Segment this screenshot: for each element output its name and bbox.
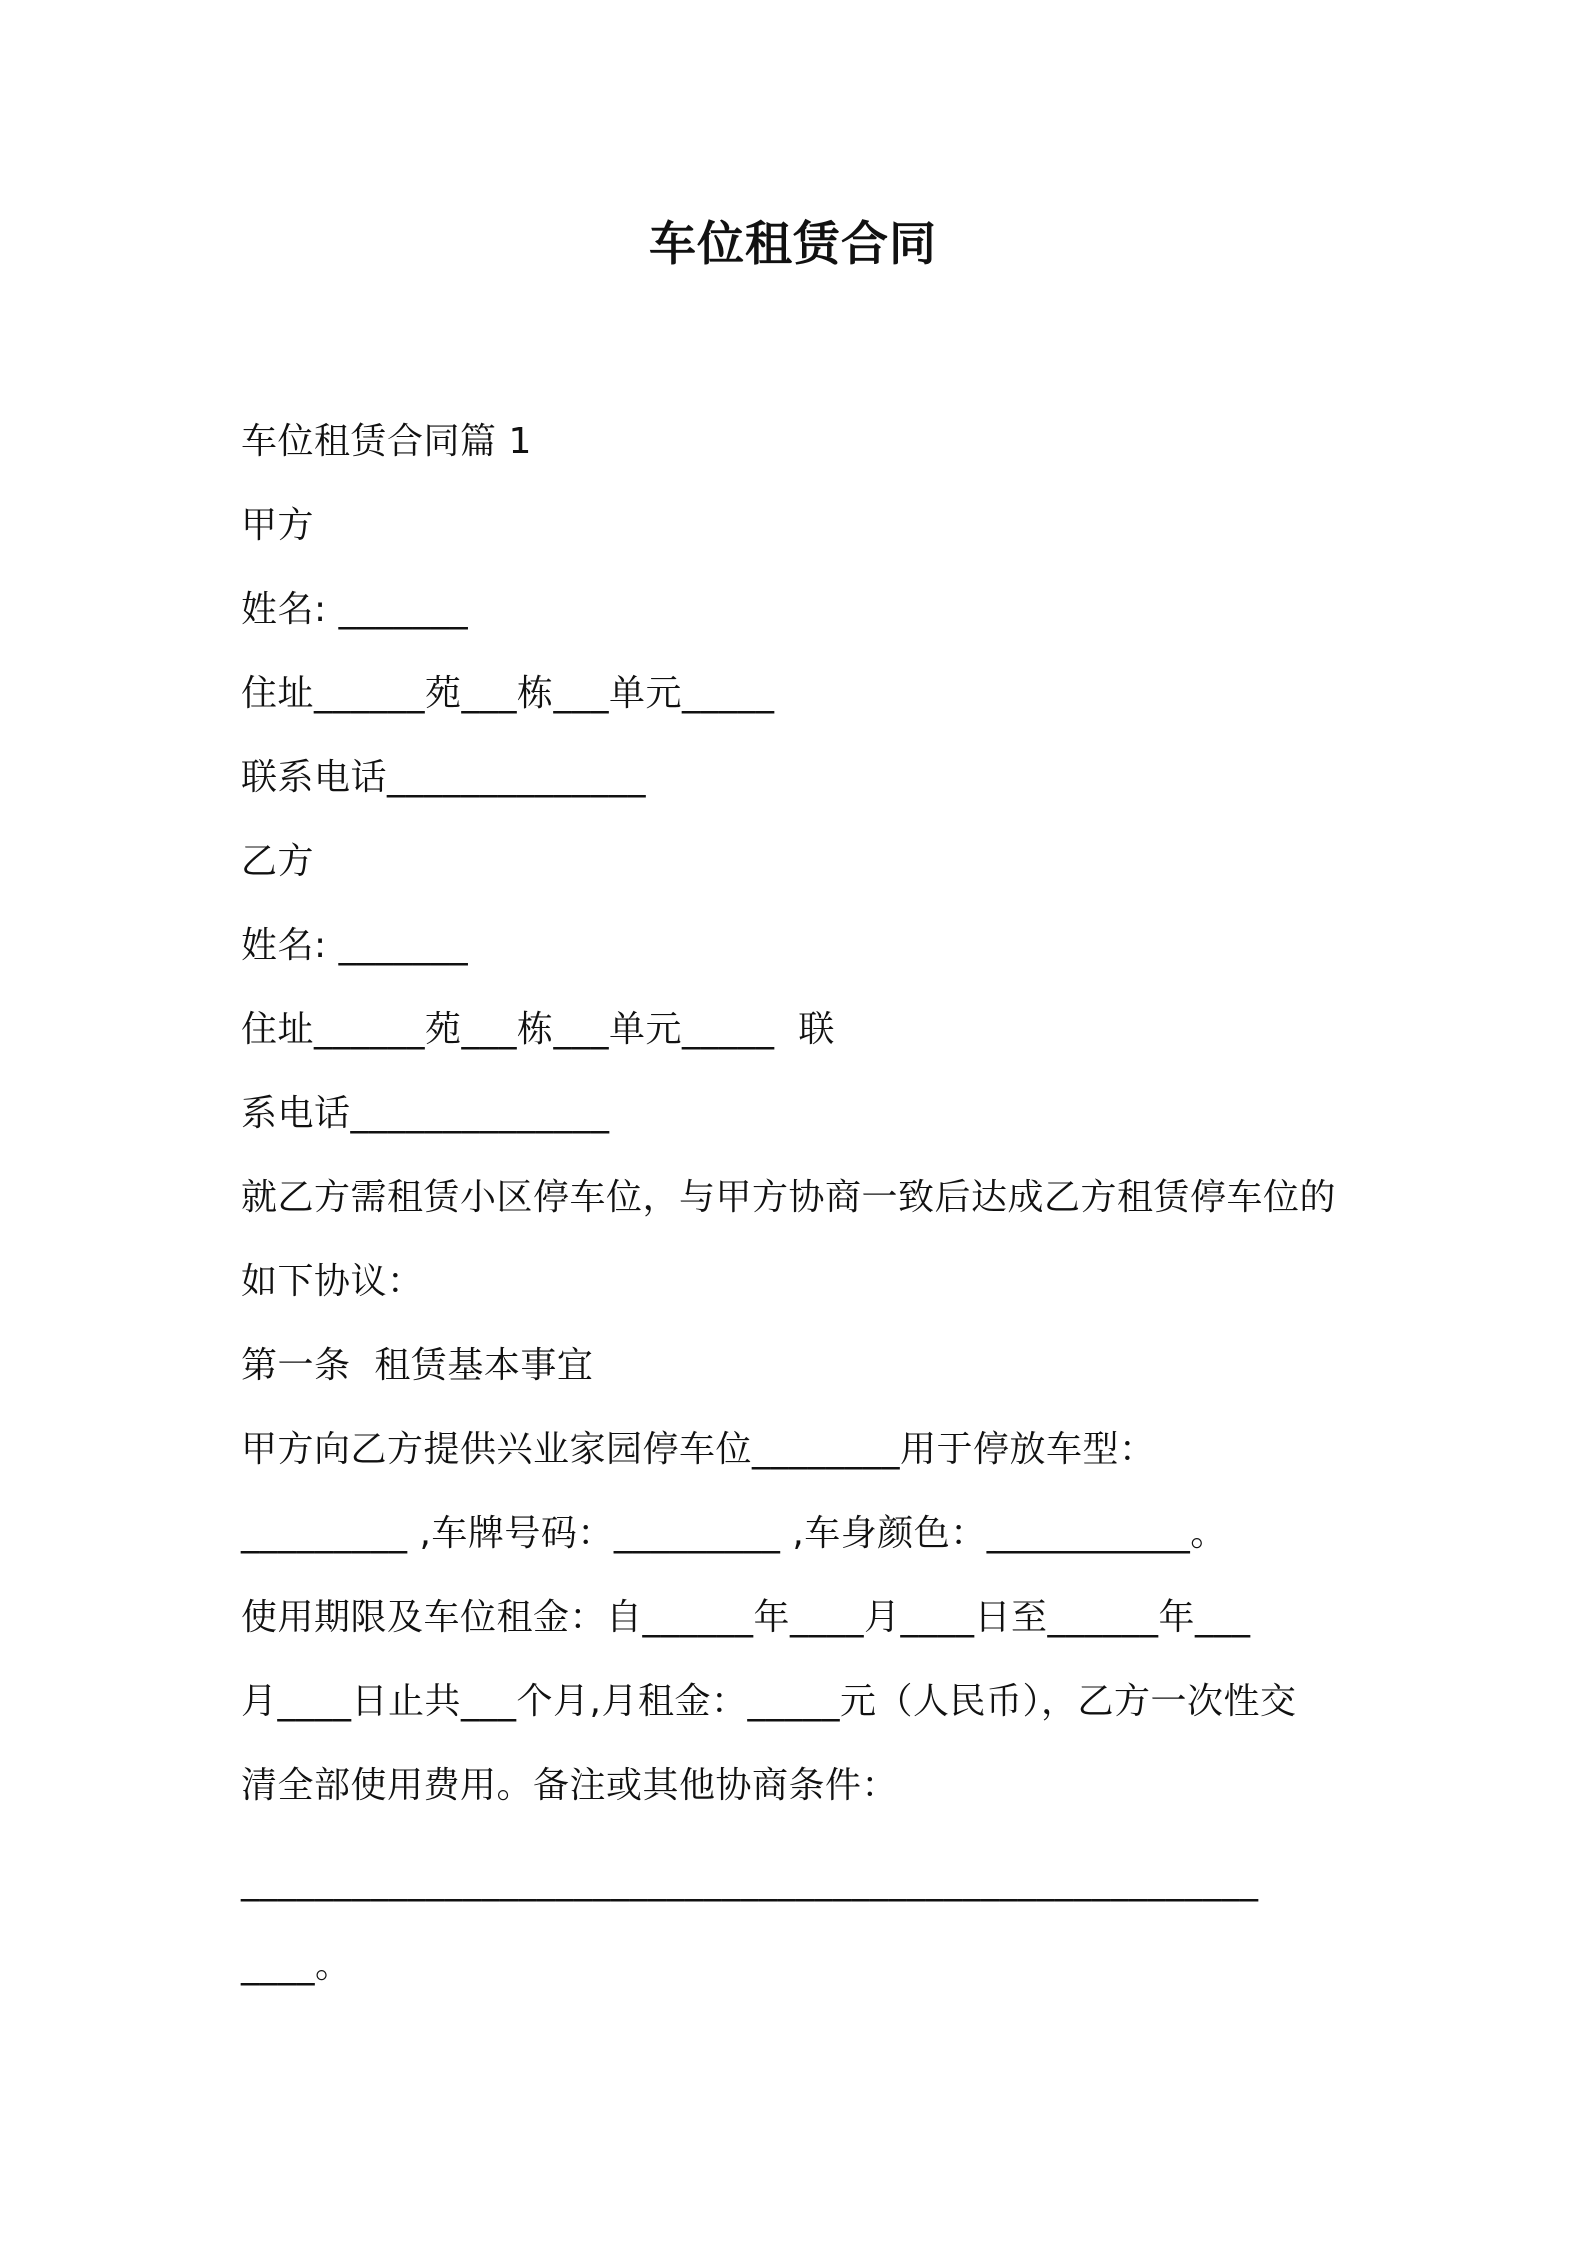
party-a-label: 甲方 [241,505,315,546]
party-b-phone-line: 系电话______________ [241,1093,610,1134]
party-b-label: 乙方 [241,841,315,882]
notes-blank-line-1: _______________________________________________________ [241,1861,1259,1902]
party-a-phone-line: 联系电话______________ [241,757,647,798]
article-one-line-4: 月____日止共___个月,月租金：_____元（人民币），乙方一次性交 [241,1681,1297,1722]
article-one-line-1: 甲方向乙方提供兴业家园停车位________用于停放车型： [241,1429,1156,1470]
intro-paragraph-line-1: 就乙方需租赁小区停车位，与甲方协商一致后达成乙方租赁停车位的 [241,1177,1337,1218]
party-a-name-line: 姓名: _______ [241,589,469,630]
article-one-line-5: 清全部使用费用。备注或其他协商条件： [241,1765,899,1806]
party-b-name-line: 姓名: _______ [241,925,469,966]
document-body [241,400,1361,2008]
section-heading: 车位租赁合同篇 1 [241,421,532,462]
article-one-line-3: 使用期限及车位租金：自______年____月____日至______年___ [241,1597,1251,1638]
party-b-address-line: 住址______苑___栋___单元_____ 联 [241,1009,835,1050]
party-a-address-line: 住址______苑___栋___单元_____ [241,673,775,714]
article-one-heading: 第一条 租赁基本事宜 [241,1345,594,1386]
article-one-line-2: _________ ,车牌号码：_________ ,车身颜色：___________。 [241,1513,1227,1554]
intro-paragraph-line-2: 如下协议： [241,1261,424,1302]
document-title: 车位租赁合同 [649,217,937,272]
notes-blank-line-2: ____。 [241,1945,352,1986]
